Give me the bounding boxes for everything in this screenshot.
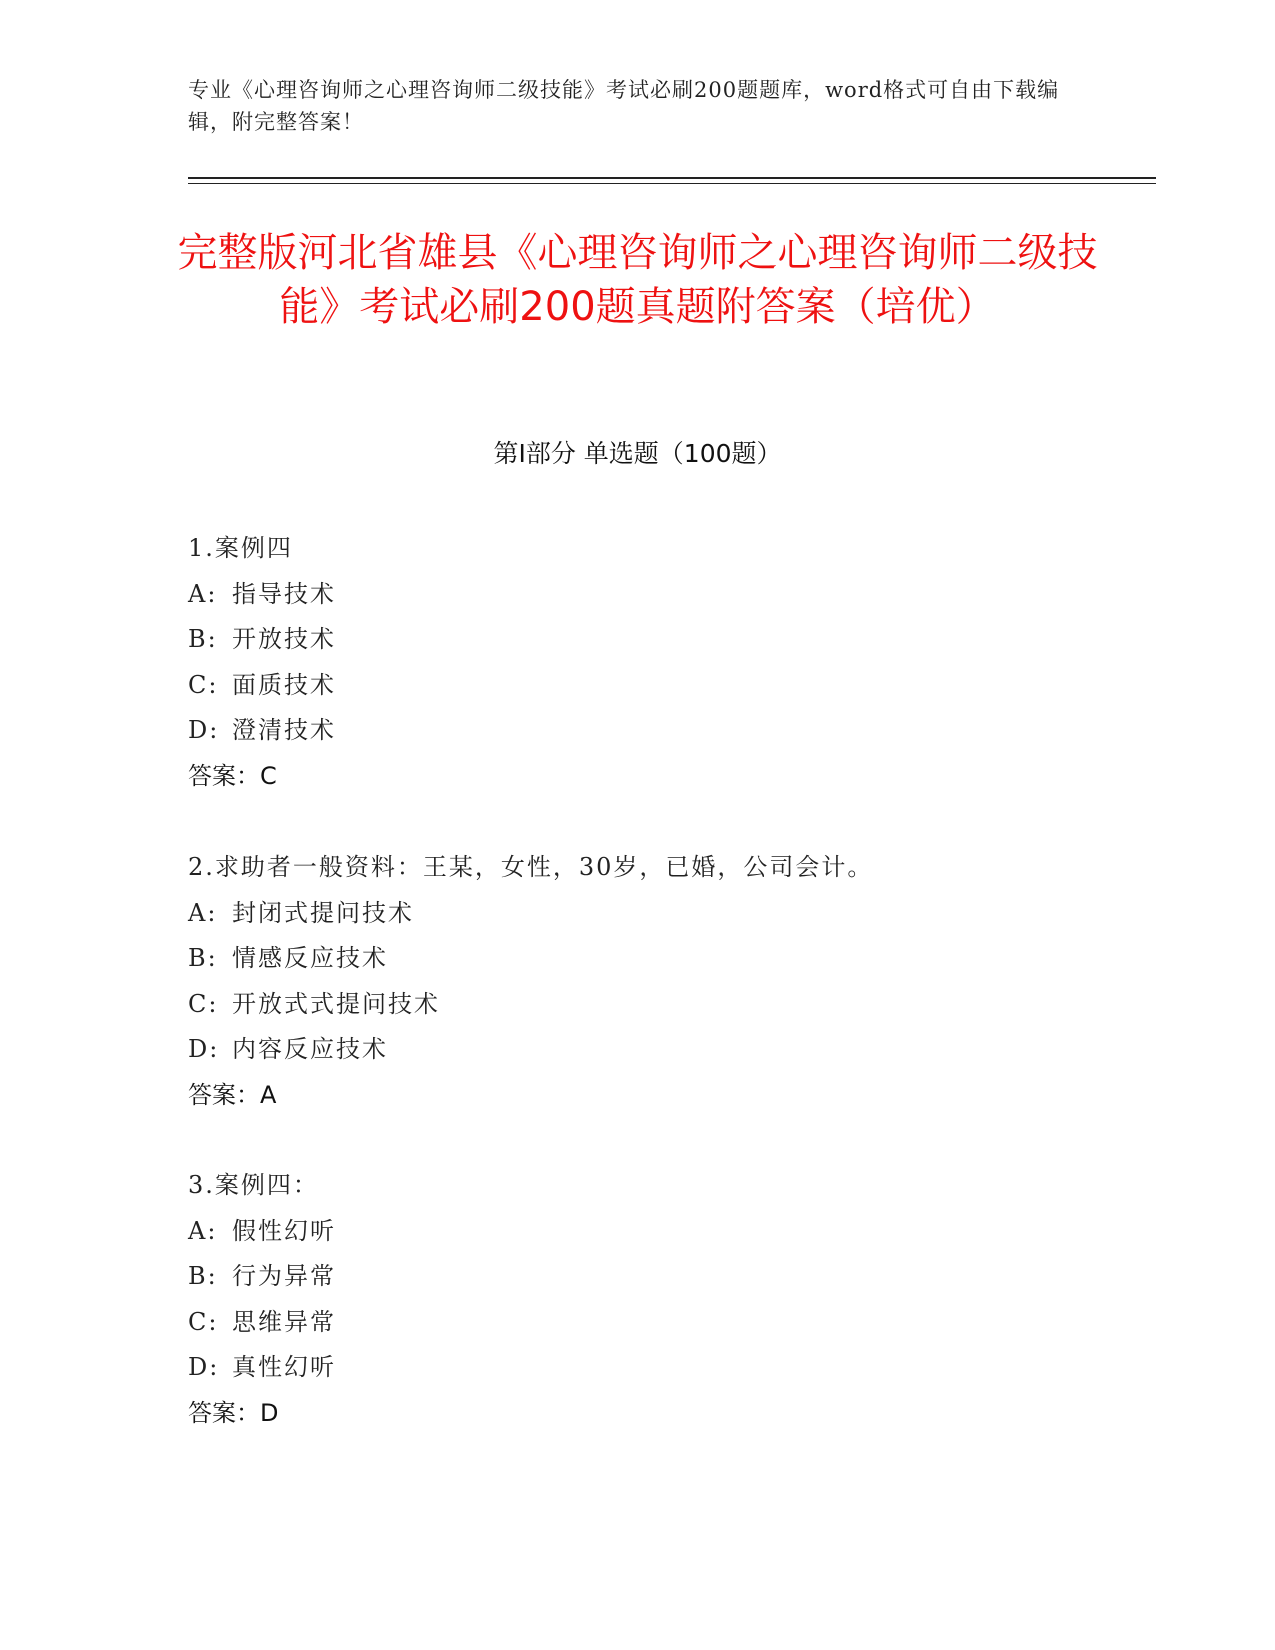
- option-text: 思维异常: [232, 1307, 336, 1336]
- option-a: [188, 891, 1088, 937]
- document-title: 完整版河北省雄县《心理咨询师之心理咨询师二级技能》考试必刷200题真题附答案（培优）: [177, 230, 1098, 330]
- option-d: [188, 708, 1088, 754]
- header-divider-thin: [188, 183, 1156, 184]
- option-text: 澄清技术: [232, 716, 336, 744]
- option-a: [188, 572, 1088, 618]
- option-letter: D:: [188, 1035, 220, 1063]
- option-letter: D:: [188, 716, 220, 744]
- option-letter: A:: [188, 579, 218, 608]
- question-item: [188, 1163, 1088, 1436]
- option-a: [188, 1209, 1088, 1255]
- option-c: [188, 982, 1088, 1028]
- option-text: 开放式式提问技术: [232, 989, 440, 1018]
- option-b: [188, 1254, 1088, 1300]
- option-d: [188, 1345, 1088, 1391]
- option-c: [188, 663, 1088, 709]
- option-letter: C:: [188, 1307, 219, 1336]
- option-b: [188, 617, 1088, 663]
- option-b: [188, 936, 1088, 982]
- option-text: 行为异常: [232, 1262, 336, 1290]
- answer-line: 答案：C: [188, 761, 277, 790]
- question-stem: 1.案例四: [188, 534, 293, 562]
- section-title: 第Ⅰ部分 单选题（100题）: [493, 439, 782, 468]
- header-divider-thick: [188, 177, 1156, 179]
- question-stem: 2.求助者一般资料：王某，女性，30岁，已婚，公司会计。: [188, 853, 874, 881]
- option-letter: A:: [188, 1216, 218, 1245]
- option-letter: A:: [188, 898, 218, 927]
- option-letter: D:: [188, 1353, 220, 1381]
- option-text: 面质技术: [232, 670, 336, 699]
- option-text: 真性幻听: [232, 1353, 336, 1381]
- question-stem: 3.案例四：: [188, 1171, 319, 1199]
- option-c: [188, 1300, 1088, 1346]
- option-text: 内容反应技术: [232, 1035, 388, 1063]
- option-text: 情感反应技术: [232, 944, 388, 972]
- question-item: [188, 845, 1088, 1118]
- option-d: [188, 1027, 1088, 1073]
- option-letter: B:: [188, 1262, 218, 1290]
- option-text: 指导技术: [232, 579, 336, 608]
- option-letter: B:: [188, 625, 218, 653]
- question-item: [188, 526, 1088, 799]
- option-letter: C:: [188, 989, 219, 1018]
- option-letter: C:: [188, 670, 219, 699]
- header-note: 专业《心理咨询师之心理咨询师二级技能》考试必刷200题题库，word格式可自由下载编辑，附完整答案！: [188, 78, 1060, 134]
- answer-line: 答案：D: [188, 1398, 279, 1427]
- option-letter: B:: [188, 944, 218, 972]
- option-text: 开放技术: [232, 625, 336, 653]
- option-text: 假性幻听: [232, 1216, 336, 1245]
- option-text: 封闭式提问技术: [232, 898, 414, 927]
- answer-line: 答案：A: [188, 1080, 277, 1109]
